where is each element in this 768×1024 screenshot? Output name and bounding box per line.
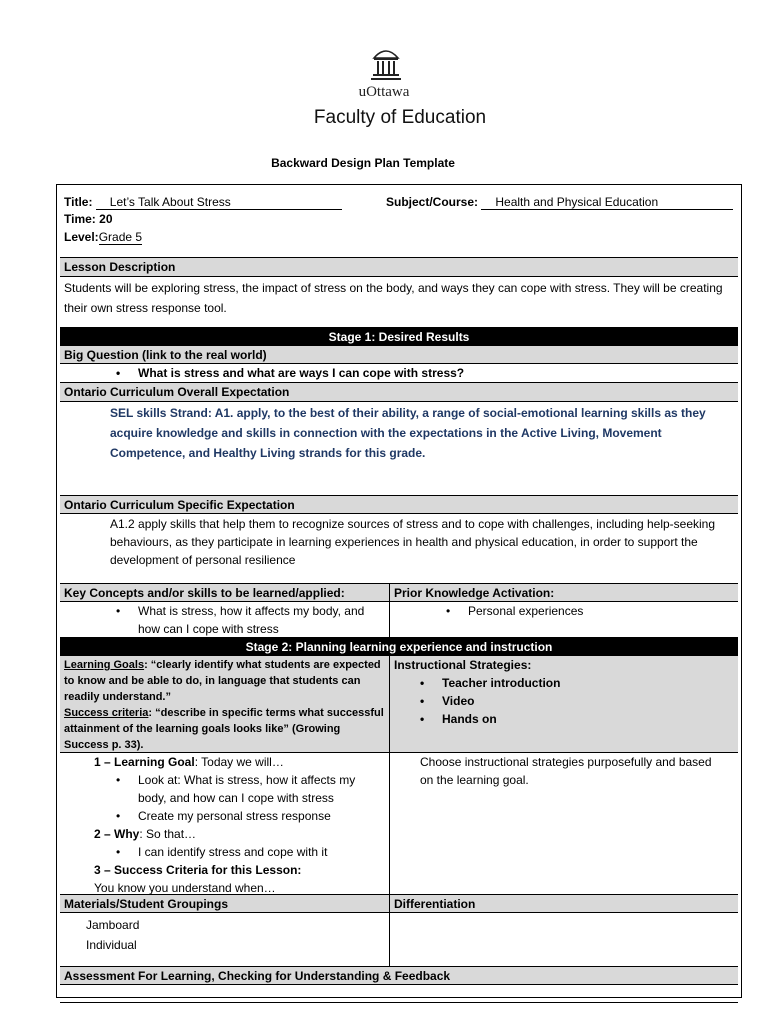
materials-heading: Materials/Student Groupings <box>60 895 390 912</box>
meta-block <box>60 188 738 258</box>
time-value: 20 <box>99 212 113 226</box>
learning-plan-row <box>60 753 738 895</box>
brand-name: uOttawa <box>358 84 410 100</box>
prior-knowledge-heading: Prior Knowledge Activation: <box>394 586 555 600</box>
big-question-item: • What is stress and what are ways I can cope with stress? <box>138 364 738 382</box>
instructional-strategies <box>390 656 738 752</box>
why-label: 2 – Why <box>94 827 140 841</box>
learning-goals-label: Learning Goals <box>64 659 145 671</box>
learning-goals-definition <box>60 656 390 752</box>
stage2-banner: Stage 2: Planning learning experience and instruction <box>60 638 738 656</box>
lesson-description-text: Students will be exploring stress, the impact of stress on the body, and ways they can cope with stress. They will be creating their own stress response tool. <box>60 277 738 328</box>
document-header <box>0 0 768 185</box>
title-value: Let’s Talk About Stress <box>96 195 342 210</box>
goals-strategies-row <box>60 656 738 753</box>
differentiation-heading: Differentiation <box>394 897 476 911</box>
strategies-heading: Instructional Strategies: <box>394 658 532 672</box>
success-criteria-text: : “describe in specific terms what successful attainment of the learning goals looks like” (Growing Success p. 33). <box>64 707 384 751</box>
key-concept-item: • What is stress, how it affects my body, and how can I cope with stress <box>138 602 383 638</box>
lesson-description-heading: Lesson Description <box>60 258 738 277</box>
time-label: Time: <box>64 212 96 226</box>
strategy-item: • Video <box>442 692 738 710</box>
goal-line-text: : Today we will… <box>194 755 284 769</box>
level-label: Level: <box>64 230 99 244</box>
university-building-icon <box>370 46 402 82</box>
strategy-item: • Teacher introduction <box>442 674 738 692</box>
strategy-item: • Hands on <box>442 710 738 728</box>
specific-expectation-text: A1.2 apply skills that help them to recognize sources of stress and to cope with challenges, including help-seeking behaviours, as they participate in learning experiences in health and physical education, in order to support the development of personal resilience <box>60 514 738 584</box>
big-question-block <box>60 364 738 383</box>
big-question-heading: Big Question (link to the real world) <box>60 346 738 364</box>
goal-bullet: • Look at: What is stress, how it affects my body, and how can I cope with stress <box>138 771 389 807</box>
material-item: Individual <box>86 938 137 952</box>
subject-value: Health and Physical Education <box>481 195 733 210</box>
title-label: Title: <box>64 195 93 209</box>
differentiation-content <box>390 913 738 966</box>
material-item: Jamboard <box>86 918 140 932</box>
criteria-label: 3 – Success Criteria for this Lesson: <box>94 863 302 877</box>
plan-table <box>56 184 742 998</box>
goal-line-label: 1 – Learning Goal <box>94 755 195 769</box>
why-bullet: • I can identify stress and cope with it <box>138 843 389 861</box>
overall-expectation-heading: Ontario Curriculum Overall Expectation <box>60 383 738 402</box>
materials-content-row <box>60 913 738 967</box>
specific-expectation-heading: Ontario Curriculum Specific Expectation <box>60 496 738 514</box>
criteria-text: You know you understand when… <box>94 881 276 895</box>
key-concepts-header-row <box>60 584 738 602</box>
key-concepts-heading: Key Concepts and/or skills to be learned/applied: <box>60 584 390 601</box>
subject-label: Subject/Course: <box>386 195 479 209</box>
assessment-heading: Assessment For Learning, Checking for Understanding & Feedback <box>60 967 738 985</box>
goal-bullet: • Create my personal stress response <box>138 807 389 825</box>
learning-goals-text: : “clearly identify what students are expected to know and be able to do, in language that students can readily understand.” <box>64 659 381 703</box>
materials-header-row <box>60 895 738 913</box>
choose-strategies-text: Choose instructional strategies purposefully and based on the learning goal. <box>420 755 712 787</box>
why-text: : So that… <box>139 827 197 841</box>
key-concepts-content-row <box>60 602 738 638</box>
level-value: Grade 5 <box>98 230 143 244</box>
prior-knowledge-item: • Personal experiences <box>468 602 738 620</box>
document-title: Backward Design Plan Template <box>271 156 455 170</box>
assessment-content <box>60 985 738 1003</box>
success-criteria-label: Success criteria <box>64 707 149 719</box>
stage1-banner: Stage 1: Desired Results <box>60 328 738 346</box>
faculty-title: Faculty of Education <box>313 107 487 128</box>
overall-expectation-text: SEL skills Strand: A1. apply, to the best of their ability, a range of social-emotional learning skills as they acquire knowledge and skills in connection with the expectations in the Active Living, Movement Competence, and Healthy Living strands for this grade. <box>60 402 738 496</box>
